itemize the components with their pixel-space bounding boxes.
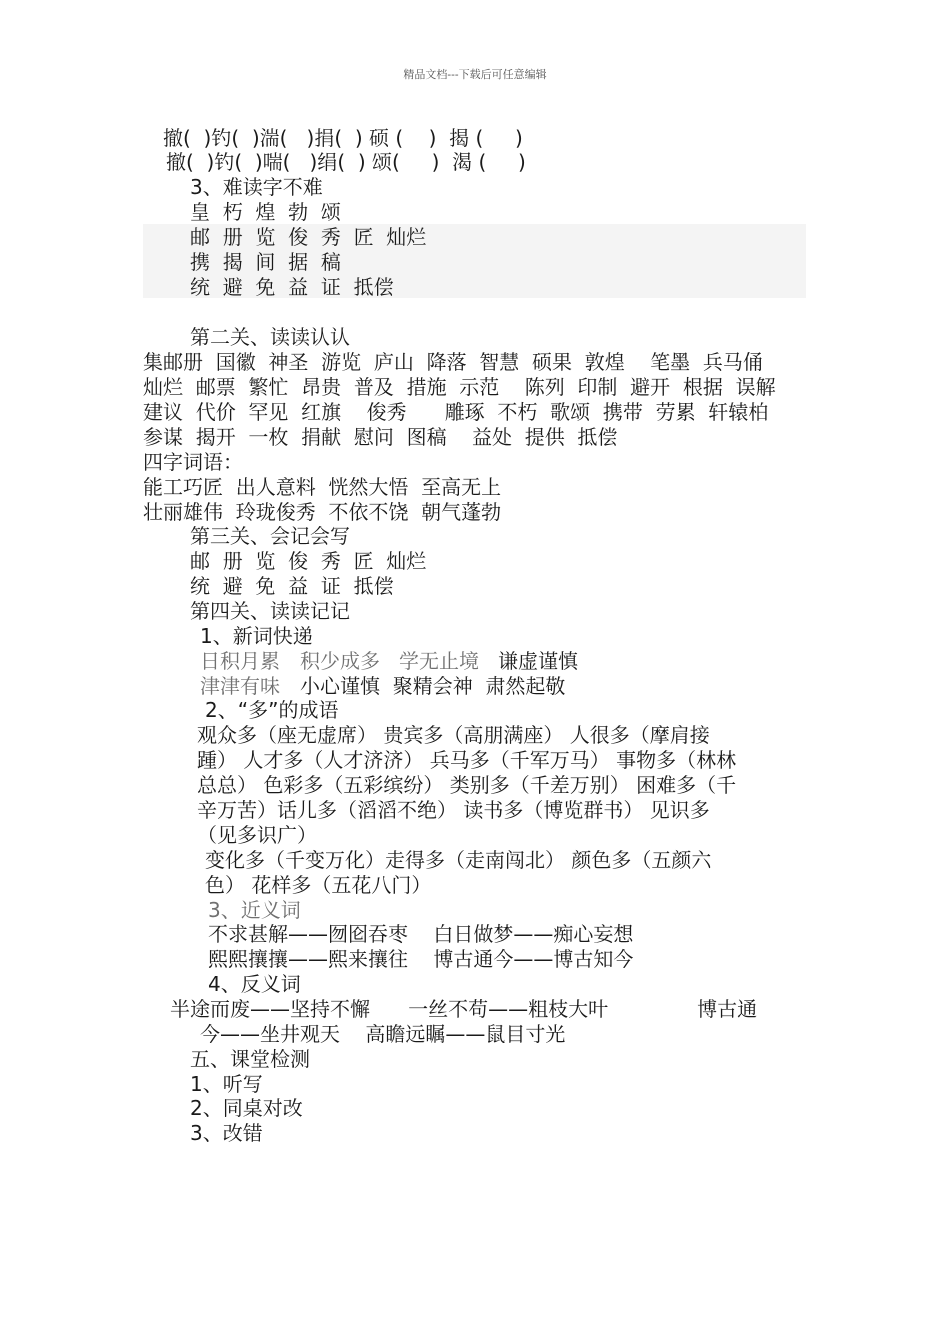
text-line: （见多识广） (197, 823, 317, 847)
section-heading: 第二关、读读认认 (190, 325, 350, 349)
text-line: 邮 册 览 俊 秀 匠 灿烂 (190, 225, 427, 249)
text-line: 撤( )钓( )湍( )捐( ) 硕 ( ) 揭 ( ) (163, 126, 523, 150)
text-line: 总总） 色彩多（五彩缤纷） 类别多（千差万别） 困难多（千 (197, 773, 737, 797)
text-line: 观众多（座无虚席） 贵宾多（高朋满座） 人很多（摩肩接 (197, 723, 710, 747)
section-heading: 第三关、会记会写 (190, 524, 350, 548)
text-line: 统 避 免 益 证 抵偿 (190, 275, 394, 299)
text-line: 参谋 揭开 一枚 捐献 慰问 图稿 益处 提供 抵偿 (143, 425, 618, 449)
text-line: 日积月累 (200, 649, 280, 673)
text-line: 能工巧匠 出人意料 恍然大悟 至高无上 (143, 475, 502, 499)
section-heading: 3、难读字不难 (190, 175, 323, 199)
text-line: 1、听写 (190, 1072, 263, 1096)
text-line: 津津有味 (200, 674, 280, 698)
text-line: 踵） 人才多（人才济济） 兵马多（千军万马） 事物多（林林 (197, 748, 737, 772)
text-line: 不求甚解——囫囵吞枣 白日做梦——痴心妄想 (208, 922, 634, 946)
text-line: 学无止境 (399, 649, 479, 673)
section-heading: 第四关、读读记记 (190, 599, 350, 623)
text-line: 统 避 免 益 证 抵偿 (190, 574, 394, 598)
text-line: 小心谨慎 聚精会神 肃然起敬 (300, 674, 566, 698)
text-line: 邮 册 览 俊 秀 匠 灿烂 (190, 549, 427, 573)
text-line: 灿烂 邮票 繁忙 昂贵 普及 措施 示范 陈列 印制 避开 根据 误解 (143, 375, 776, 399)
text-line: 熙熙攘攘——熙来攘往 博古通今——博古知今 (208, 947, 634, 971)
text-line: 四字词语： (143, 450, 243, 474)
sub-heading: 4、反义词 (208, 972, 301, 996)
text-line: 变化多（千变万化）走得多（走南闯北） 颜色多（五颜六 (205, 848, 712, 872)
sub-heading: 3、近义词 (208, 898, 301, 922)
text-line: 辛万苦）话儿多（滔滔不绝） 读书多（博览群书） 见识多 (197, 798, 710, 822)
text-line: 今——坐井观天 高瞻远瞩——鼠目寸光 (200, 1022, 566, 1046)
text-line: 撤( )钓( )喘( )绢( ) 颂( ) 渴 ( ) (166, 150, 526, 174)
text-line: 携 揭 间 据 稿 (190, 250, 341, 274)
text-line: 谦虚谨慎 (498, 649, 578, 673)
text-line: 建议 代价 罕见 红旗 俊秀 雕琢 不朽 歌颂 携带 劳累 轩辕柏 (143, 400, 769, 424)
sub-heading: 1、新词快递 (200, 624, 313, 648)
text-line: 2、同桌对改 (190, 1096, 303, 1120)
text-line: 色） 花样多（五花八门） (205, 873, 432, 897)
sub-heading: 2、“多”的成语 (205, 698, 339, 722)
section-heading: 五、课堂检测 (190, 1047, 310, 1071)
text-line: 集邮册 国徽 神圣 游览 庐山 降落 智慧 硕果 敦煌 笔墨 兵马俑 (143, 350, 763, 374)
page-header: 精品文档---下载后可任意编辑 (403, 68, 547, 81)
text-line: 皇 朽 煌 勃 颂 (190, 200, 341, 224)
text-line: 积少成多 (300, 649, 380, 673)
text-line: 壮丽雄伟 玲珑俊秀 不依不饶 朝气蓬勃 (143, 500, 502, 524)
text-line: 3、改错 (190, 1121, 263, 1145)
text-line: 半途而废——坚持不懈 一丝不苟——粗枝大叶 博古通 (170, 997, 758, 1021)
